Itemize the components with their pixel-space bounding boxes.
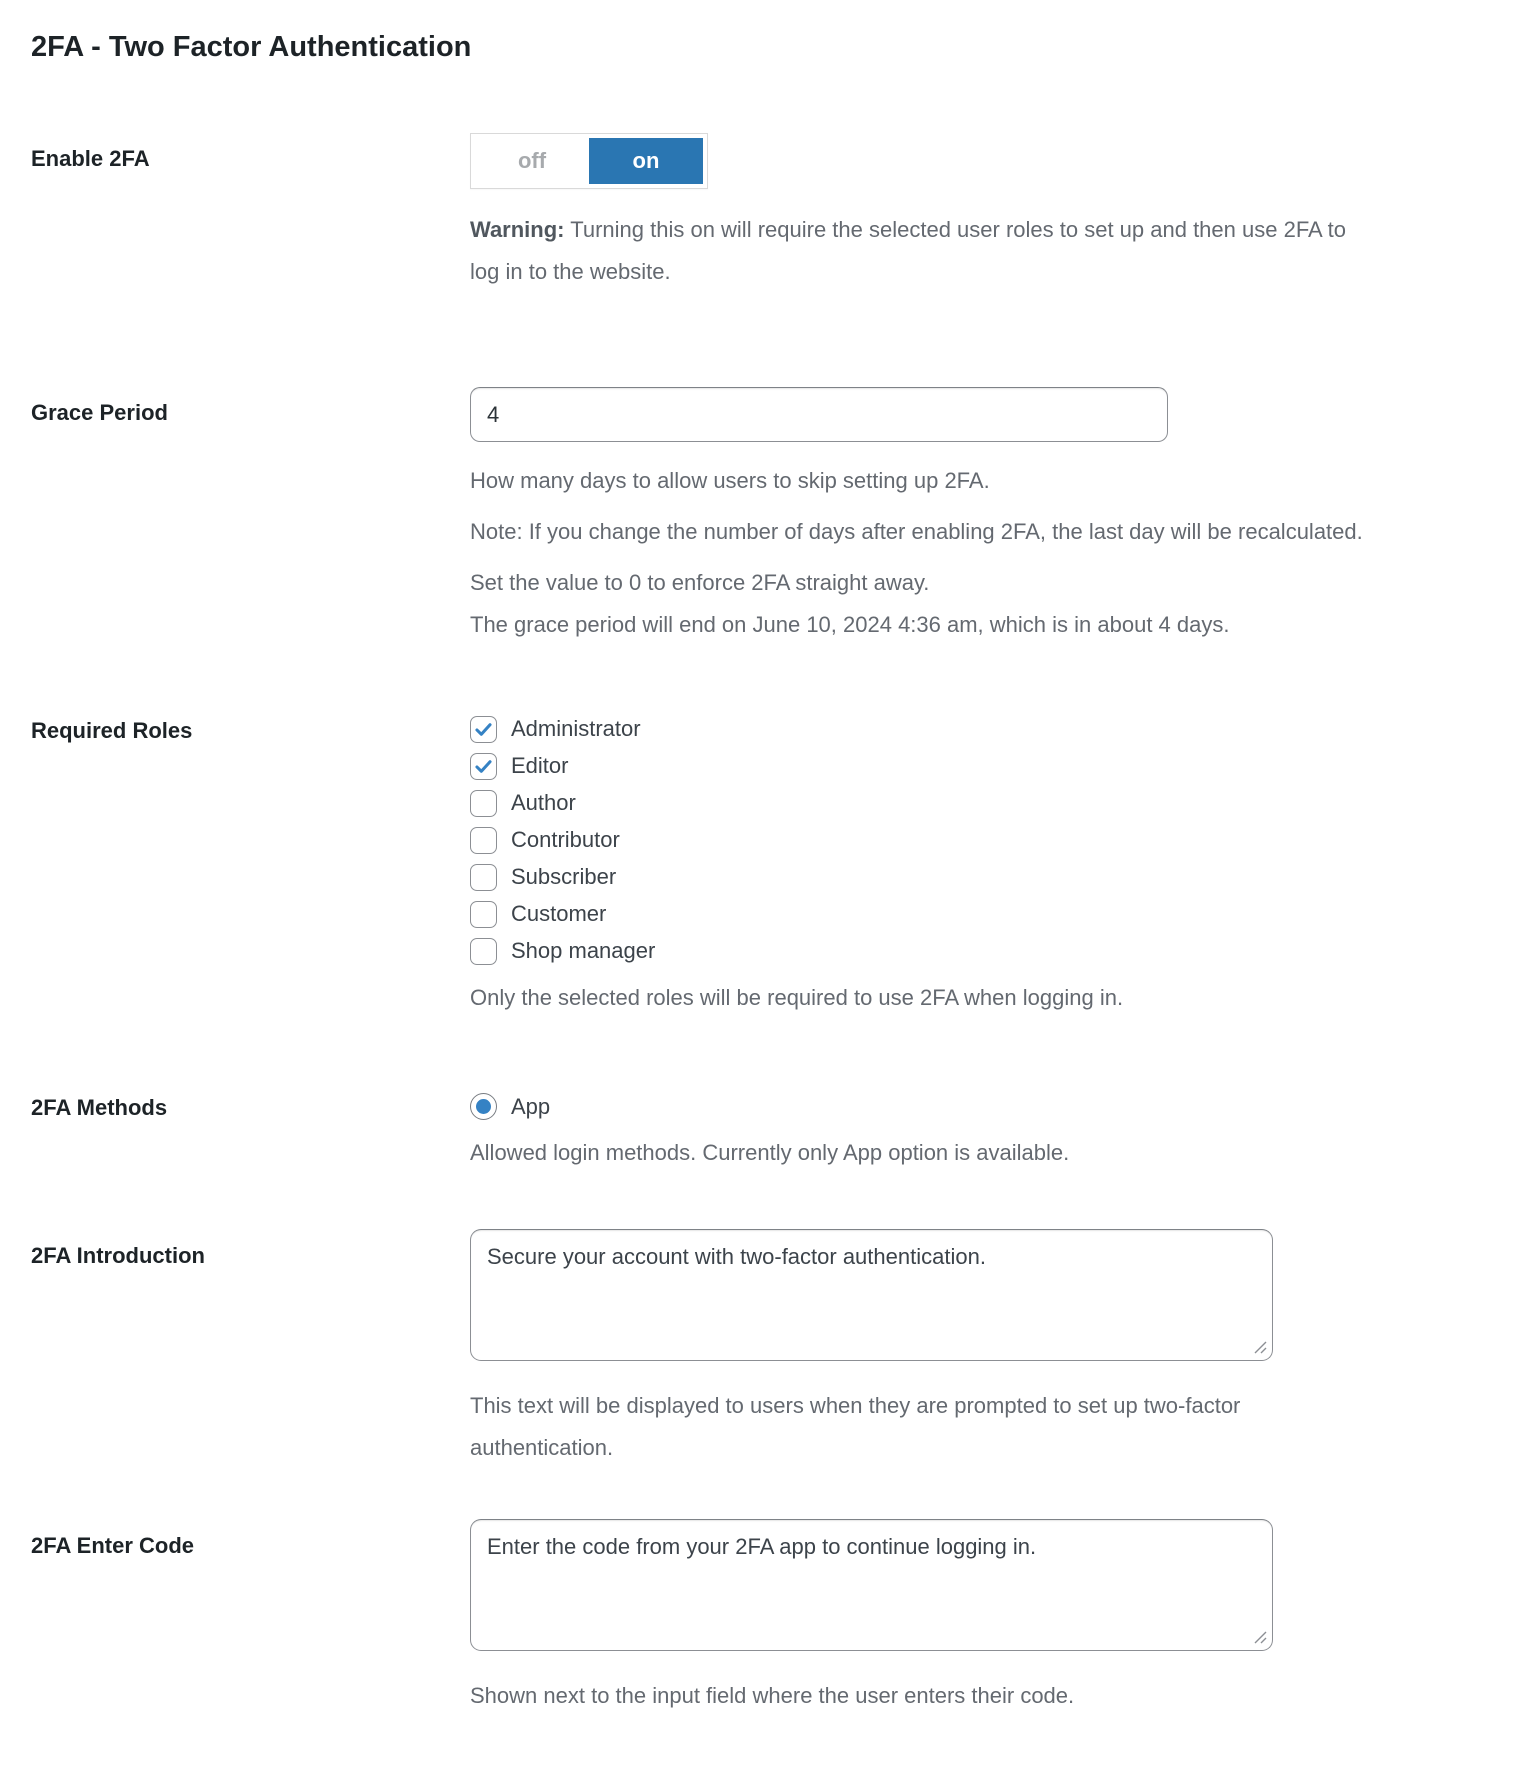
warning-text: Turning this on will require the selected user roles to set up and then use 2FA to log in to the website.: [470, 216, 1346, 284]
2fa-enter-code-help: Shown next to the input field where the user enters their code.: [470, 1682, 1075, 1708]
enable-2fa-row: [31, 133, 1486, 293]
checkbox-customer[interactable]: [470, 901, 497, 928]
role-label: Author: [511, 789, 576, 815]
2fa-enter-code-label: 2FA Enter Code: [31, 1532, 194, 1558]
required-roles-row: [31, 716, 1486, 1019]
radio-dot: [476, 1099, 491, 1114]
grace-period-input[interactable]: [470, 387, 1168, 442]
method-option-app[interactable]: [470, 1093, 1486, 1120]
required-roles-list: [470, 716, 1486, 965]
checkbox-administrator[interactable]: [470, 716, 497, 743]
2fa-introduction-row: [31, 1229, 1486, 1469]
checkbox-editor[interactable]: [470, 753, 497, 780]
role-option-contributor[interactable]: [470, 827, 1486, 854]
radio-app[interactable]: [470, 1093, 497, 1120]
grace-enforce-note: Set the value to 0 to enforce 2FA straight away.: [470, 569, 930, 595]
2fa-enter-code-row: [31, 1519, 1486, 1717]
2fa-methods-label: 2FA Methods: [31, 1095, 168, 1121]
checkmark-icon: [473, 756, 494, 777]
checkmark-icon: [473, 719, 494, 740]
grace-end-date-note: The grace period will end on June 10, 2024 4:36 am, which is in about 4 days.: [470, 611, 1230, 637]
toggle-on-option[interactable]: on: [589, 138, 703, 184]
grace-period-help-3: [470, 562, 1370, 646]
enable-2fa-warning: [470, 209, 1370, 293]
2fa-methods-row: [31, 1093, 1486, 1174]
role-option-administrator[interactable]: [470, 716, 1486, 743]
required-roles-label: Required Roles: [31, 717, 193, 743]
page-title: 2FA - Two Factor Authentication: [31, 31, 472, 63]
grace-period-label: Grace Period: [31, 400, 168, 426]
enable-2fa-label: Enable 2FA: [31, 145, 150, 171]
method-label: App: [511, 1093, 551, 1119]
role-label: Contributor: [511, 826, 620, 852]
warning-prefix: Warning:: [470, 216, 565, 242]
role-label: Editor: [511, 752, 569, 778]
2fa-enter-code-textarea[interactable]: [470, 1519, 1273, 1651]
grace-period-row: [31, 387, 1486, 645]
checkbox-subscriber[interactable]: [470, 864, 497, 891]
role-option-editor[interactable]: [470, 753, 1486, 780]
grace-period-help-1: How many days to allow users to skip setting up 2FA.: [470, 468, 990, 494]
role-option-author[interactable]: [470, 790, 1486, 817]
enable-2fa-toggle[interactable]: [470, 133, 708, 189]
checkbox-shop-manager[interactable]: [470, 938, 497, 965]
role-label: Subscriber: [511, 863, 617, 889]
resize-handle-icon[interactable]: [1254, 1341, 1267, 1354]
toggle-off-option[interactable]: off: [517, 147, 547, 173]
2fa-introduction-help: This text will be displayed to users when they are prompted to set up two-factor authentication.: [470, 1393, 1241, 1460]
2fa-methods-help: Allowed login methods. Currently only App option is available.: [470, 1140, 1070, 1166]
resize-handle-icon[interactable]: [1254, 1631, 1267, 1644]
role-label: Customer: [511, 900, 607, 926]
checkbox-author[interactable]: [470, 790, 497, 817]
role-option-customer[interactable]: [470, 901, 1486, 928]
2fa-introduction-textarea[interactable]: [470, 1229, 1273, 1361]
2fa-introduction-label: 2FA Introduction: [31, 1243, 205, 1269]
required-roles-help: Only the selected roles will be required to use 2FA when logging in.: [470, 984, 1124, 1010]
role-option-shop-manager[interactable]: [470, 938, 1486, 965]
checkbox-contributor[interactable]: [470, 827, 497, 854]
role-option-subscriber[interactable]: [470, 864, 1486, 891]
role-label: Administrator: [511, 715, 641, 741]
grace-period-help-2: Note: If you change the number of days after enabling 2FA, the last day will be recalculated.: [470, 519, 1363, 545]
role-label: Shop manager: [511, 937, 656, 963]
